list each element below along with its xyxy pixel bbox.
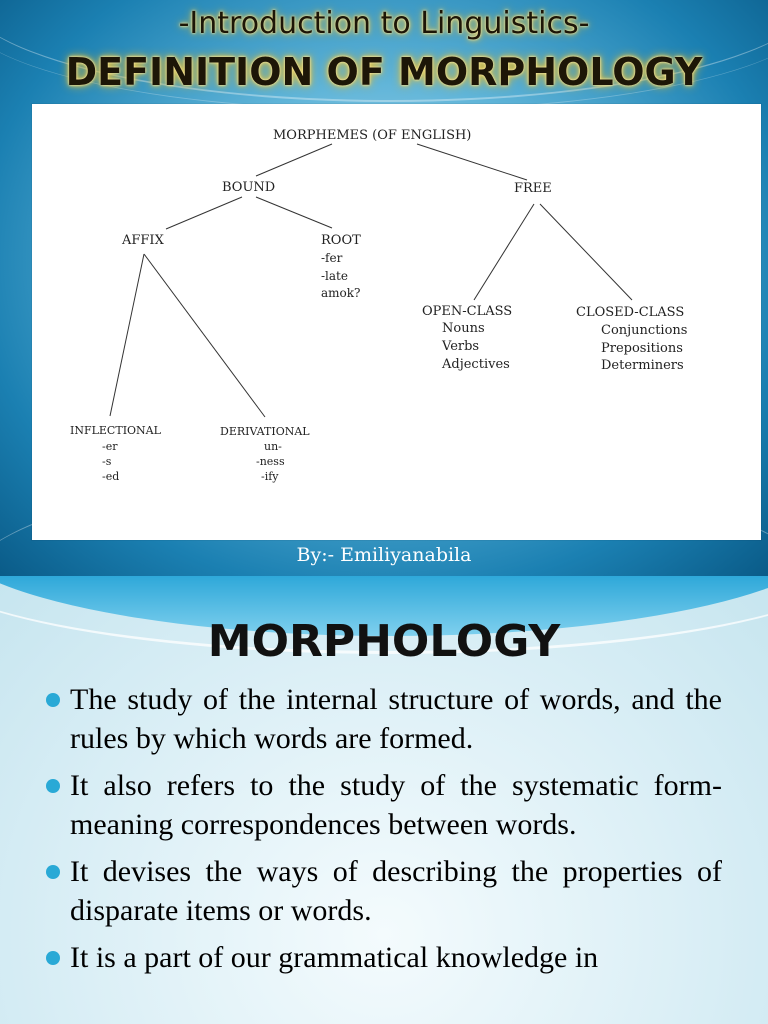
diagram-derivational-item: -ness bbox=[256, 455, 285, 468]
bullet-icon bbox=[46, 865, 60, 879]
slide-title: DEFINITION OF MORPHOLOGY bbox=[65, 50, 703, 94]
diagram-free-label: FREE bbox=[514, 181, 552, 196]
diagram-affix-label: AFFIX bbox=[122, 233, 164, 248]
list-item bbox=[46, 852, 722, 930]
list-item-text: It is a part of our grammatical knowledge in bbox=[70, 941, 599, 974]
list-item-text: It also refers to the study of the systematic form-meaning correspondences between words. bbox=[70, 769, 722, 841]
diagram-root-item: -fer bbox=[321, 251, 343, 265]
bullet-icon bbox=[46, 951, 60, 965]
diagram-closed-class-label: CLOSED-CLASS bbox=[576, 305, 685, 320]
diagram-derivational-item: un- bbox=[264, 440, 282, 453]
diagram-closed-class-item: Determiners bbox=[601, 358, 684, 373]
morpheme-tree-diagram bbox=[32, 104, 761, 540]
diagram-root-item: amok? bbox=[321, 286, 361, 300]
diagram-root-label: MORPHEMES (OF ENGLISH) bbox=[273, 128, 472, 143]
tree-lines bbox=[32, 104, 761, 540]
author-byline: By:- Emiliyanabila bbox=[296, 544, 472, 566]
diagram-open-class-label: OPEN-CLASS bbox=[422, 304, 513, 319]
list-item-text: The study of the internal structure of words, and the rules by which words are formed. bbox=[70, 683, 722, 755]
diagram-derivational-item: -ify bbox=[261, 470, 279, 483]
diagram-closed-class-item: Conjunctions bbox=[601, 323, 688, 338]
diagram-inflectional-item: -er bbox=[102, 440, 118, 453]
diagram-open-class-item: Adjectives bbox=[442, 357, 510, 372]
list-item bbox=[46, 938, 722, 977]
diagram-open-class-item: Nouns bbox=[442, 321, 485, 336]
bullet-icon bbox=[46, 779, 60, 793]
list-item-text: It devises the ways of describing the properties of disparate items or words. bbox=[70, 855, 722, 927]
diagram-inflectional-item: -s bbox=[102, 455, 112, 468]
list-item bbox=[46, 766, 722, 844]
slide-2 bbox=[0, 576, 768, 1024]
list-item bbox=[46, 680, 722, 758]
course-title: -Introduction to Linguistics- bbox=[178, 6, 590, 41]
diagram-inflectional-label: INFLECTIONAL bbox=[70, 424, 161, 437]
diagram-root-item: -late bbox=[321, 269, 348, 283]
diagram-bound-label: BOUND bbox=[222, 180, 276, 195]
diagram-inflectional-item: -ed bbox=[102, 470, 120, 483]
slide-title: MORPHOLOGY bbox=[207, 616, 561, 667]
diagram-open-class-item: Verbs bbox=[442, 339, 480, 354]
diagram-root-node-label: ROOT bbox=[321, 233, 361, 248]
diagram-derivational-label: DERIVATIONAL bbox=[220, 425, 310, 438]
definition-list bbox=[46, 680, 722, 985]
bullet-icon bbox=[46, 693, 60, 707]
diagram-closed-class-item: Prepositions bbox=[601, 341, 683, 356]
